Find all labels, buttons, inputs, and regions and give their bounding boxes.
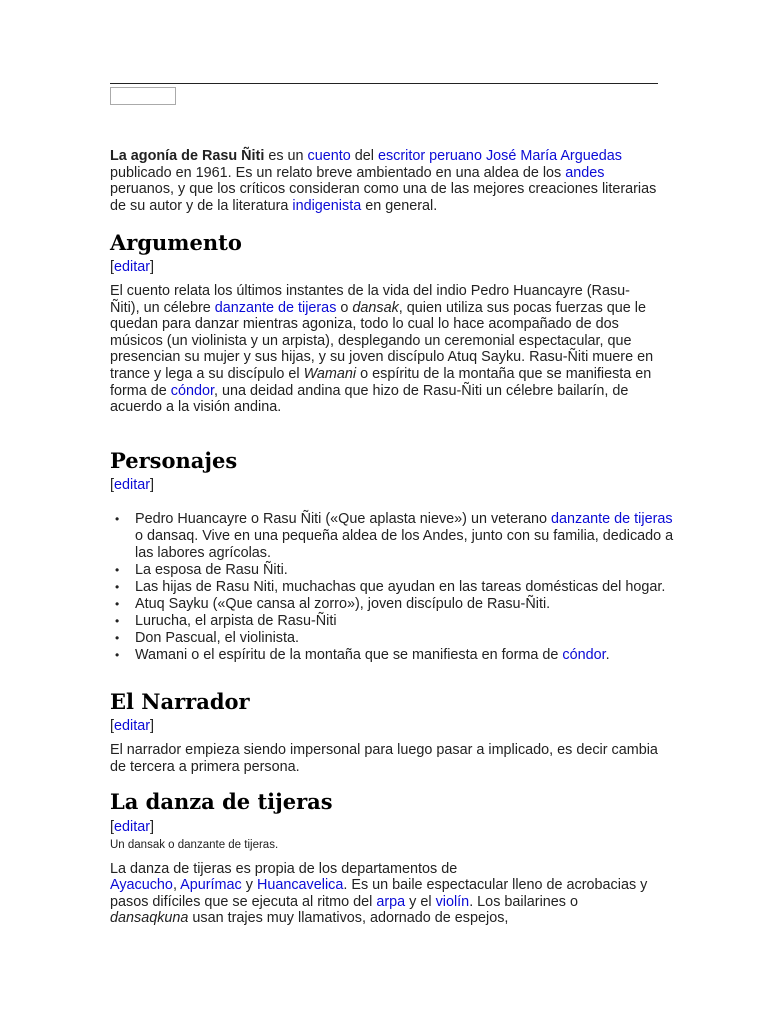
image-placeholder	[110, 87, 176, 105]
danza-paragraph-line1: La danza de tijeras es propia de los departamentos de	[110, 861, 458, 877]
link-apurimac[interactable]: Apurímac	[180, 877, 242, 893]
edit-section-personajes	[110, 477, 658, 494]
bracket: [	[110, 477, 114, 493]
link-indigenista[interactable]: indigenista	[292, 197, 362, 214]
text: . Los bailarines o	[469, 893, 578, 910]
list-item: • Don Pascual, el violinista.	[135, 630, 683, 647]
text: , una deidad andina que hizo de Rasu-Ñiti un célebre bailarín, de acuerdo a la visión andina.	[110, 382, 629, 416]
bracket: [	[110, 259, 114, 275]
bracket: ]	[150, 259, 154, 275]
heading-personajes: Personajes	[110, 448, 238, 473]
edit-link[interactable]: editar	[114, 259, 150, 275]
italic-text: Wamani	[303, 365, 357, 382]
link-huancavelica[interactable]: Huancavelica	[256, 877, 344, 893]
link-escritor-peruano[interactable]: escritor peruano	[377, 148, 482, 164]
heading-la-danza-de-tijeras: La danza de tijeras	[110, 789, 333, 814]
argumento-paragraph	[110, 283, 658, 416]
link-ayacucho[interactable]: Ayacucho	[110, 877, 173, 893]
text: El cuento relata los últimos instantes de la vida del indio Pedro Huancayre (Rasu-Ñiti), un célebre	[110, 283, 630, 316]
link-jose-maria-arguedas[interactable]: José María Arguedas	[485, 148, 622, 164]
list-item: • Las hijas de Rasu Niti, muchachas que ayudan en las tareas domésticas del hogar.	[135, 579, 683, 596]
text: peruanos, y que los críticos consideran como una de las mejores creaciones literarias de su autor y de la literatura	[110, 181, 657, 214]
text: y el	[405, 893, 436, 910]
link-danzante-de-tijeras-2[interactable]: danzante de tijeras	[550, 511, 673, 527]
image-caption: Un dansak o danzante de tijeras.	[110, 839, 279, 851]
text: usan trajes muy llamativos, adornado de espejos,	[188, 910, 509, 927]
edit-section-danza	[110, 819, 658, 836]
bracket: ]	[150, 477, 154, 493]
text: y	[241, 877, 257, 893]
link-violin[interactable]: violín	[435, 893, 470, 910]
list-item: • La esposa de Rasu Ñiti.	[135, 562, 683, 579]
text: publicado en 1961. Es un relato breve ambientado en una aldea de los	[110, 164, 566, 181]
text: en general.	[361, 197, 438, 214]
danza-paragraph	[110, 877, 658, 927]
intro-paragraph	[110, 148, 658, 214]
bracket: ]	[150, 819, 154, 835]
italic-text: dansaqkuna	[110, 910, 189, 927]
text: .	[605, 647, 610, 663]
list-item	[135, 647, 683, 664]
edit-link[interactable]: editar	[114, 819, 150, 835]
link-condor[interactable]: cóndor	[170, 382, 215, 399]
list-item	[135, 511, 683, 562]
list-item: • Atuq Sayku («Que cansa al zorro»), joven discípulo de Rasu-Ñiti.	[135, 596, 683, 613]
edit-link[interactable]: editar	[114, 477, 150, 493]
narrador-paragraph: El narrador empieza siendo impersonal para luego pasar a implicado, es decir cambia de tercera a primera persona.	[110, 742, 658, 775]
text: Wamani o el espíritu de la montaña que se manifiesta en forma de	[135, 647, 563, 663]
text: , quien utiliza sus pocas fuerzas que le quedan para danzar mientras agoniza, todo lo cual lo hace acompañado de dos músicos (un violinista y un arpista), desplegando un ceremonial espectacular, que presencian su mujer y sus hijas, y su joven discípulo Atuq Sayku. Rasu-Ñiti muere en trance y lega a su discípulo el	[110, 299, 654, 382]
bracket: [	[110, 819, 114, 835]
top-rule	[110, 83, 658, 84]
edit-section-argumento	[110, 259, 658, 276]
text: . Es un baile espectacular lleno de acrobacias y pasos difíciles que se ejecuta al ritmo del	[110, 877, 648, 910]
link-condor-2[interactable]: cóndor	[562, 647, 606, 663]
text: es un	[264, 148, 308, 164]
link-danzante-de-tijeras[interactable]: danzante de tijeras	[214, 299, 337, 316]
edit-section-narrador	[110, 718, 658, 735]
text: o	[336, 299, 353, 316]
article-title-bold: La agonía de Rasu Ñiti	[110, 148, 265, 164]
heading-argumento: Argumento	[110, 230, 242, 255]
text: o dansaq. Vive en una pequeña aldea de los Andes, junto con su familia, dedicado a las labores agrícolas.	[135, 528, 674, 561]
link-andes[interactable]: andes	[565, 164, 605, 181]
text: ,	[172, 877, 181, 893]
italic-text: dansak	[352, 299, 399, 316]
bracket: ]	[150, 718, 154, 734]
link-arpa[interactable]: arpa	[376, 893, 406, 910]
text: del	[350, 148, 378, 164]
heading-el-narrador: El Narrador	[110, 689, 250, 714]
edit-link[interactable]: editar	[114, 718, 150, 734]
bracket: [	[110, 718, 114, 734]
personajes-list	[110, 511, 683, 664]
list-item: • Lurucha, el arpista de Rasu-Ñiti	[135, 613, 683, 630]
text: o espíritu de la montaña que se manifiesta en forma de	[110, 365, 652, 399]
text: Pedro Huancayre o Rasu Ñiti («Que aplasta nieve») un veterano	[135, 511, 551, 527]
link-cuento[interactable]: cuento	[307, 148, 351, 164]
